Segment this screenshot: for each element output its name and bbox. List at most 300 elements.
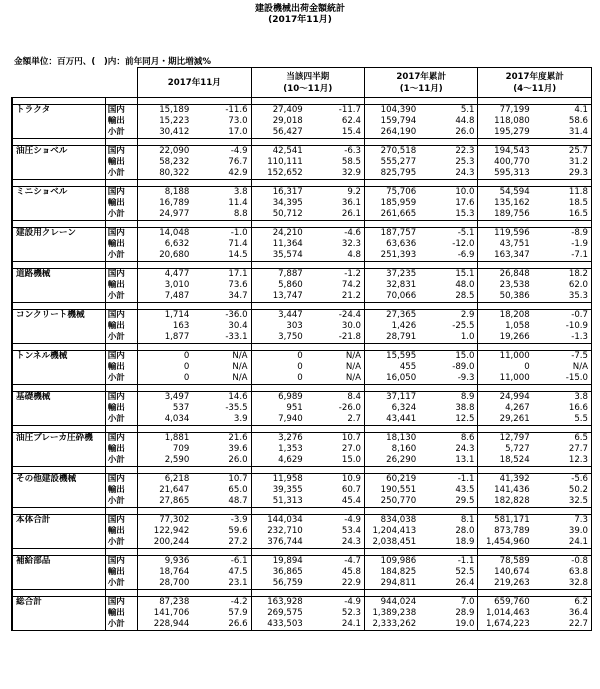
spacer-cell bbox=[478, 508, 533, 515]
change-pct-cell: 48.7 bbox=[192, 496, 251, 508]
change-pct-cell: -5.6 bbox=[533, 474, 592, 486]
spacer-cell bbox=[12, 508, 105, 515]
row-type: 小計 bbox=[105, 537, 137, 549]
row-type: 輸出 bbox=[105, 444, 137, 455]
spacer-cell bbox=[12, 549, 105, 556]
table-row bbox=[12, 291, 592, 303]
group-name bbox=[12, 444, 105, 455]
change-pct-cell: -24.4 bbox=[306, 310, 365, 322]
spacer-cell bbox=[478, 549, 533, 556]
row-type: 小計 bbox=[105, 455, 137, 467]
amount-cell: 50,386 bbox=[478, 291, 533, 303]
spacer-cell bbox=[12, 344, 105, 351]
change-pct-cell: 27.7 bbox=[533, 444, 592, 455]
header-month bbox=[138, 68, 251, 98]
row-type: 国内 bbox=[105, 392, 137, 404]
amount-cell: 80,322 bbox=[138, 168, 193, 180]
change-pct-cell: N/A bbox=[192, 373, 251, 385]
amount-cell: 2,590 bbox=[138, 455, 193, 467]
spacer-cell bbox=[306, 139, 365, 146]
amount-cell: 1,058 bbox=[478, 321, 533, 332]
amount-cell: 11,000 bbox=[478, 373, 533, 385]
amount-cell: 58,232 bbox=[138, 157, 193, 168]
amount-cell: 5,727 bbox=[478, 444, 533, 455]
change-pct-cell: -0.8 bbox=[533, 556, 592, 568]
spacer-cell bbox=[12, 262, 105, 269]
amount-cell: 264,190 bbox=[365, 127, 420, 139]
amount-cell: 400,770 bbox=[478, 157, 533, 168]
change-pct-cell: 15.4 bbox=[306, 127, 365, 139]
amount-cell: 29,261 bbox=[478, 414, 533, 426]
change-pct-cell: -12.0 bbox=[419, 239, 478, 250]
change-pct-cell: 47.5 bbox=[192, 567, 251, 578]
unit-note: 金額単位：百万円、( )内：前年同月・期比増減% bbox=[14, 57, 211, 67]
spacer-cell bbox=[419, 385, 478, 392]
amount-cell: 21,647 bbox=[138, 485, 193, 496]
spacer-cell bbox=[533, 467, 592, 474]
spacer-cell bbox=[251, 98, 306, 105]
row-type: 輸出 bbox=[105, 567, 137, 578]
change-pct-cell: -4.2 bbox=[192, 597, 251, 609]
row-type: 国内 bbox=[105, 556, 137, 568]
amount-cell: 78,589 bbox=[478, 556, 533, 568]
change-pct-cell: 28.0 bbox=[419, 526, 478, 537]
spacer-cell bbox=[365, 508, 420, 515]
amount-cell: 77,302 bbox=[138, 515, 193, 527]
amount-cell: 51,313 bbox=[251, 496, 306, 508]
spacer-cell bbox=[478, 98, 533, 105]
group-name: 本体合計 bbox=[12, 515, 105, 527]
amount-cell: 4,034 bbox=[138, 414, 193, 426]
change-pct-cell: 26.0 bbox=[419, 127, 478, 139]
amount-cell: 27,409 bbox=[251, 105, 306, 117]
change-pct-cell: 12.5 bbox=[419, 414, 478, 426]
change-pct-cell: 30.0 bbox=[306, 321, 365, 332]
change-pct-cell: 18.9 bbox=[419, 537, 478, 549]
spacer-cell bbox=[478, 426, 533, 433]
change-pct-cell: 13.1 bbox=[419, 455, 478, 467]
spacer-cell bbox=[419, 467, 478, 474]
spacer-cell bbox=[138, 549, 193, 556]
change-pct-cell: 27.2 bbox=[192, 537, 251, 549]
change-pct-cell: 2.7 bbox=[306, 414, 365, 426]
amount-cell: 23,538 bbox=[478, 280, 533, 291]
row-type: 国内 bbox=[105, 310, 137, 322]
amount-cell: 709 bbox=[138, 444, 193, 455]
change-pct-cell: -4.7 bbox=[306, 556, 365, 568]
change-pct-cell: -25.5 bbox=[419, 321, 478, 332]
change-pct-cell: 32.5 bbox=[533, 496, 592, 508]
change-pct-cell: 24.3 bbox=[419, 168, 478, 180]
spacer-cell bbox=[533, 385, 592, 392]
change-pct-cell: N/A bbox=[306, 351, 365, 363]
table-row bbox=[12, 198, 592, 209]
row-type: 国内 bbox=[105, 187, 137, 199]
change-pct-cell: 31.2 bbox=[533, 157, 592, 168]
change-pct-cell: 11.8 bbox=[533, 187, 592, 199]
group-name bbox=[12, 496, 105, 508]
change-pct-cell: 3.8 bbox=[533, 392, 592, 404]
amount-cell: 251,393 bbox=[365, 250, 420, 262]
row-type: 国内 bbox=[105, 515, 137, 527]
change-pct-cell: 14.5 bbox=[192, 250, 251, 262]
amount-cell: 1,426 bbox=[365, 321, 420, 332]
amount-cell: 0 bbox=[251, 362, 306, 373]
table-row bbox=[12, 321, 592, 332]
spacer-cell bbox=[365, 385, 420, 392]
spacer-cell bbox=[306, 303, 365, 310]
amount-cell: 951 bbox=[251, 403, 306, 414]
group-name: 油圧ショベル bbox=[12, 146, 105, 158]
group-name bbox=[12, 239, 105, 250]
amount-cell: 18,764 bbox=[138, 567, 193, 578]
change-pct-cell: 29.5 bbox=[419, 496, 478, 508]
amount-cell: 16,317 bbox=[251, 187, 306, 199]
change-pct-cell: 16.6 bbox=[533, 403, 592, 414]
group-name bbox=[12, 362, 105, 373]
row-type: 小計 bbox=[105, 168, 137, 180]
spacer-cell bbox=[12, 385, 105, 392]
change-pct-cell: 57.9 bbox=[192, 608, 251, 619]
row-type: 国内 bbox=[105, 433, 137, 445]
spacer-cell bbox=[365, 221, 420, 228]
change-pct-cell: 50.2 bbox=[533, 485, 592, 496]
change-pct-cell: -89.0 bbox=[419, 362, 478, 373]
change-pct-cell: 15.0 bbox=[419, 351, 478, 363]
spacer-cell bbox=[105, 590, 137, 597]
change-pct-cell: -4.9 bbox=[192, 146, 251, 158]
change-pct-cell: 43.5 bbox=[419, 485, 478, 496]
spacer-cell bbox=[365, 262, 420, 269]
amount-cell: 30,412 bbox=[138, 127, 193, 139]
change-pct-cell: -3.9 bbox=[192, 515, 251, 527]
change-pct-cell: 5.1 bbox=[419, 105, 478, 117]
amount-cell: 187,757 bbox=[365, 228, 420, 240]
amount-cell: 19,266 bbox=[478, 332, 533, 344]
spacer-cell bbox=[192, 344, 251, 351]
group-name: 油圧ブレーカ圧砕機 bbox=[12, 433, 105, 445]
change-pct-cell: 7.0 bbox=[419, 597, 478, 609]
table-row bbox=[12, 403, 592, 414]
change-pct-cell: 29.3 bbox=[533, 168, 592, 180]
spacer-cell bbox=[192, 467, 251, 474]
header-quarter-label: 当該四半期 bbox=[286, 71, 330, 82]
change-pct-cell: 32.8 bbox=[533, 578, 592, 590]
row-type: 輸出 bbox=[105, 362, 137, 373]
table-row bbox=[12, 157, 592, 168]
change-pct-cell: 11.4 bbox=[192, 198, 251, 209]
spacer-cell bbox=[138, 590, 193, 597]
spacer-cell bbox=[192, 426, 251, 433]
spacer-cell bbox=[192, 508, 251, 515]
row-type: 小計 bbox=[105, 127, 137, 139]
table-row bbox=[12, 310, 592, 322]
table-row bbox=[12, 116, 592, 127]
amount-cell: 376,744 bbox=[251, 537, 306, 549]
group-name bbox=[12, 455, 105, 467]
spacer-cell bbox=[419, 508, 478, 515]
amount-cell: 825,795 bbox=[365, 168, 420, 180]
spacer-cell bbox=[306, 467, 365, 474]
change-pct-cell: 7.3 bbox=[533, 515, 592, 527]
change-pct-cell: 35.3 bbox=[533, 291, 592, 303]
table-row bbox=[12, 567, 592, 578]
row-type: 小計 bbox=[105, 373, 137, 385]
change-pct-cell: 34.7 bbox=[192, 291, 251, 303]
table-row bbox=[12, 250, 592, 262]
spacer-cell bbox=[192, 139, 251, 146]
spacer-cell bbox=[251, 426, 306, 433]
amount-cell: 8,188 bbox=[138, 187, 193, 199]
change-pct-cell: 24.1 bbox=[533, 537, 592, 549]
spacer-cell bbox=[105, 180, 137, 187]
change-pct-cell: 2.9 bbox=[419, 310, 478, 322]
spacer-cell bbox=[251, 508, 306, 515]
spacer-cell bbox=[306, 262, 365, 269]
amount-cell: 20,680 bbox=[138, 250, 193, 262]
spacer-cell bbox=[138, 98, 193, 105]
amount-cell: 18,208 bbox=[478, 310, 533, 322]
change-pct-cell: -8.9 bbox=[533, 228, 592, 240]
amount-cell: 29,018 bbox=[251, 116, 306, 127]
change-pct-cell: 60.7 bbox=[306, 485, 365, 496]
change-pct-cell: 3.8 bbox=[192, 187, 251, 199]
change-pct-cell: 26.0 bbox=[192, 455, 251, 467]
spacer-cell bbox=[192, 180, 251, 187]
row-type: 小計 bbox=[105, 291, 137, 303]
amount-cell: 0 bbox=[138, 362, 193, 373]
change-pct-cell: 15.0 bbox=[306, 455, 365, 467]
amount-cell: 834,038 bbox=[365, 515, 420, 527]
group-name: 道路機械 bbox=[12, 269, 105, 281]
spacer-cell bbox=[419, 139, 478, 146]
row-type: 小計 bbox=[105, 578, 137, 590]
table-row bbox=[12, 619, 592, 631]
amount-cell: 70,066 bbox=[365, 291, 420, 303]
row-type: 国内 bbox=[105, 146, 137, 158]
change-pct-cell: 4.1 bbox=[533, 105, 592, 117]
amount-cell: 8,160 bbox=[365, 444, 420, 455]
header-year bbox=[365, 68, 478, 98]
group-spacer bbox=[12, 590, 592, 597]
change-pct-cell: -33.1 bbox=[192, 332, 251, 344]
spacer-cell bbox=[478, 139, 533, 146]
change-pct-cell: 27.0 bbox=[306, 444, 365, 455]
change-pct-cell: 22.9 bbox=[306, 578, 365, 590]
table-row bbox=[12, 597, 592, 609]
amount-cell: 163 bbox=[138, 321, 193, 332]
change-pct-cell: -4.6 bbox=[306, 228, 365, 240]
spacer-cell bbox=[306, 385, 365, 392]
amount-cell: 22,090 bbox=[138, 146, 193, 158]
spacer-cell bbox=[138, 344, 193, 351]
change-pct-cell: 38.8 bbox=[419, 403, 478, 414]
spacer-cell bbox=[138, 139, 193, 146]
change-pct-cell: 6.5 bbox=[533, 433, 592, 445]
group-name bbox=[12, 127, 105, 139]
change-pct-cell: 17.1 bbox=[192, 269, 251, 281]
amount-cell: 28,791 bbox=[365, 332, 420, 344]
amount-cell: 27,865 bbox=[138, 496, 193, 508]
group-spacer bbox=[12, 549, 592, 556]
spacer-cell bbox=[105, 467, 137, 474]
spacer-cell bbox=[478, 467, 533, 474]
group-spacer bbox=[12, 426, 592, 433]
header-quarter-sub: (10～11月) bbox=[283, 83, 333, 94]
spacer-cell bbox=[365, 426, 420, 433]
group-name bbox=[12, 485, 105, 496]
change-pct-cell: 12.3 bbox=[533, 455, 592, 467]
table-row bbox=[12, 474, 592, 486]
amount-cell: 2,038,451 bbox=[365, 537, 420, 549]
spacer-cell bbox=[138, 426, 193, 433]
group-name bbox=[12, 209, 105, 221]
table-row bbox=[12, 578, 592, 590]
amount-cell: 1,389,238 bbox=[365, 608, 420, 619]
change-pct-cell: -1.3 bbox=[533, 332, 592, 344]
change-pct-cell: 44.8 bbox=[419, 116, 478, 127]
change-pct-cell: 8.1 bbox=[419, 515, 478, 527]
group-spacer bbox=[12, 180, 592, 187]
row-type: 輸出 bbox=[105, 403, 137, 414]
change-pct-cell: -35.5 bbox=[192, 403, 251, 414]
change-pct-cell: 17.6 bbox=[419, 198, 478, 209]
row-type: 国内 bbox=[105, 597, 137, 609]
spacer-cell bbox=[419, 344, 478, 351]
spacer-cell bbox=[478, 385, 533, 392]
spacer-cell bbox=[192, 590, 251, 597]
amount-cell: 1,674,223 bbox=[478, 619, 533, 631]
row-type: 輸出 bbox=[105, 239, 137, 250]
change-pct-cell: 4.8 bbox=[306, 250, 365, 262]
amount-cell: 0 bbox=[478, 362, 533, 373]
change-pct-cell: 53.4 bbox=[306, 526, 365, 537]
table-row bbox=[12, 556, 592, 568]
spacer-cell bbox=[105, 262, 137, 269]
amount-cell: 37,117 bbox=[365, 392, 420, 404]
spacer-cell bbox=[365, 139, 420, 146]
amount-cell: 15,189 bbox=[138, 105, 193, 117]
change-pct-cell: 18.2 bbox=[533, 269, 592, 281]
group-name: 総合計 bbox=[12, 597, 105, 609]
group-spacer bbox=[12, 385, 592, 392]
spacer-cell bbox=[12, 426, 105, 433]
amount-cell: 270,518 bbox=[365, 146, 420, 158]
amount-cell: 269,575 bbox=[251, 608, 306, 619]
amount-cell: 294,811 bbox=[365, 578, 420, 590]
spacer-cell bbox=[478, 303, 533, 310]
change-pct-cell: 15.1 bbox=[419, 269, 478, 281]
spacer-cell bbox=[533, 221, 592, 228]
row-type: 輸出 bbox=[105, 116, 137, 127]
header-fiscal-sub: (4～11月) bbox=[513, 83, 557, 94]
spacer-cell bbox=[105, 303, 137, 310]
change-pct-cell: 73.6 bbox=[192, 280, 251, 291]
amount-cell: 195,279 bbox=[478, 127, 533, 139]
amount-cell: 1,877 bbox=[138, 332, 193, 344]
row-type: 国内 bbox=[105, 105, 137, 117]
group-name: 基礎機械 bbox=[12, 392, 105, 404]
group-name: その他建設機械 bbox=[12, 474, 105, 486]
row-type: 国内 bbox=[105, 351, 137, 363]
spacer-cell bbox=[105, 344, 137, 351]
amount-cell: 1,714 bbox=[138, 310, 193, 322]
change-pct-cell: 45.8 bbox=[306, 567, 365, 578]
table-row bbox=[12, 414, 592, 426]
amount-cell: 200,244 bbox=[138, 537, 193, 549]
spacer-cell bbox=[365, 98, 420, 105]
amount-cell: 4,477 bbox=[138, 269, 193, 281]
change-pct-cell: 10.9 bbox=[306, 474, 365, 486]
spacer-cell bbox=[306, 221, 365, 228]
spacer-cell bbox=[105, 98, 137, 105]
amount-cell: 41,392 bbox=[478, 474, 533, 486]
amount-cell: 18,524 bbox=[478, 455, 533, 467]
change-pct-cell: -6.3 bbox=[306, 146, 365, 158]
spacer-cell bbox=[533, 549, 592, 556]
change-pct-cell: 36.1 bbox=[306, 198, 365, 209]
amount-cell: 3,447 bbox=[251, 310, 306, 322]
table-row bbox=[12, 269, 592, 281]
amount-cell: 1,204,413 bbox=[365, 526, 420, 537]
amount-cell: 6,324 bbox=[365, 403, 420, 414]
group-name bbox=[12, 198, 105, 209]
change-pct-cell: 63.8 bbox=[533, 567, 592, 578]
spacer-cell bbox=[533, 303, 592, 310]
spacer-cell bbox=[192, 303, 251, 310]
change-pct-cell: 23.1 bbox=[192, 578, 251, 590]
table-row bbox=[12, 332, 592, 344]
amount-cell: 11,000 bbox=[478, 351, 533, 363]
change-pct-cell: 25.3 bbox=[419, 157, 478, 168]
spacer-cell bbox=[138, 508, 193, 515]
amount-cell: 5,860 bbox=[251, 280, 306, 291]
spacer-cell bbox=[419, 262, 478, 269]
table-row bbox=[12, 362, 592, 373]
spacer-cell bbox=[533, 426, 592, 433]
change-pct-cell: 8.6 bbox=[419, 433, 478, 445]
amount-cell: 3,750 bbox=[251, 332, 306, 344]
amount-cell: 0 bbox=[138, 373, 193, 385]
amount-cell: 109,986 bbox=[365, 556, 420, 568]
group-name bbox=[12, 291, 105, 303]
change-pct-cell: 59.6 bbox=[192, 526, 251, 537]
spacer-cell bbox=[251, 590, 306, 597]
spacer-cell bbox=[306, 590, 365, 597]
spacer-cell bbox=[365, 344, 420, 351]
amount-cell: 303 bbox=[251, 321, 306, 332]
spacer-cell bbox=[306, 549, 365, 556]
spacer-cell bbox=[12, 98, 105, 105]
group-name bbox=[12, 321, 105, 332]
spacer-cell bbox=[12, 467, 105, 474]
amount-cell: 141,706 bbox=[138, 608, 193, 619]
group-name: トラクタ bbox=[12, 105, 105, 117]
amount-cell: 144,034 bbox=[251, 515, 306, 527]
change-pct-cell: 36.4 bbox=[533, 608, 592, 619]
shipment-table bbox=[11, 67, 592, 631]
header-fiscal-label: 2017年度累計 bbox=[505, 71, 564, 82]
amount-cell: 35,574 bbox=[251, 250, 306, 262]
amount-cell: 26,848 bbox=[478, 269, 533, 281]
amount-cell: 6,989 bbox=[251, 392, 306, 404]
change-pct-cell: 8.9 bbox=[419, 392, 478, 404]
group-spacer bbox=[12, 262, 592, 269]
change-pct-cell: 10.7 bbox=[306, 433, 365, 445]
amount-cell: 3,276 bbox=[251, 433, 306, 445]
change-pct-cell: 26.6 bbox=[192, 619, 251, 631]
amount-cell: 28,700 bbox=[138, 578, 193, 590]
